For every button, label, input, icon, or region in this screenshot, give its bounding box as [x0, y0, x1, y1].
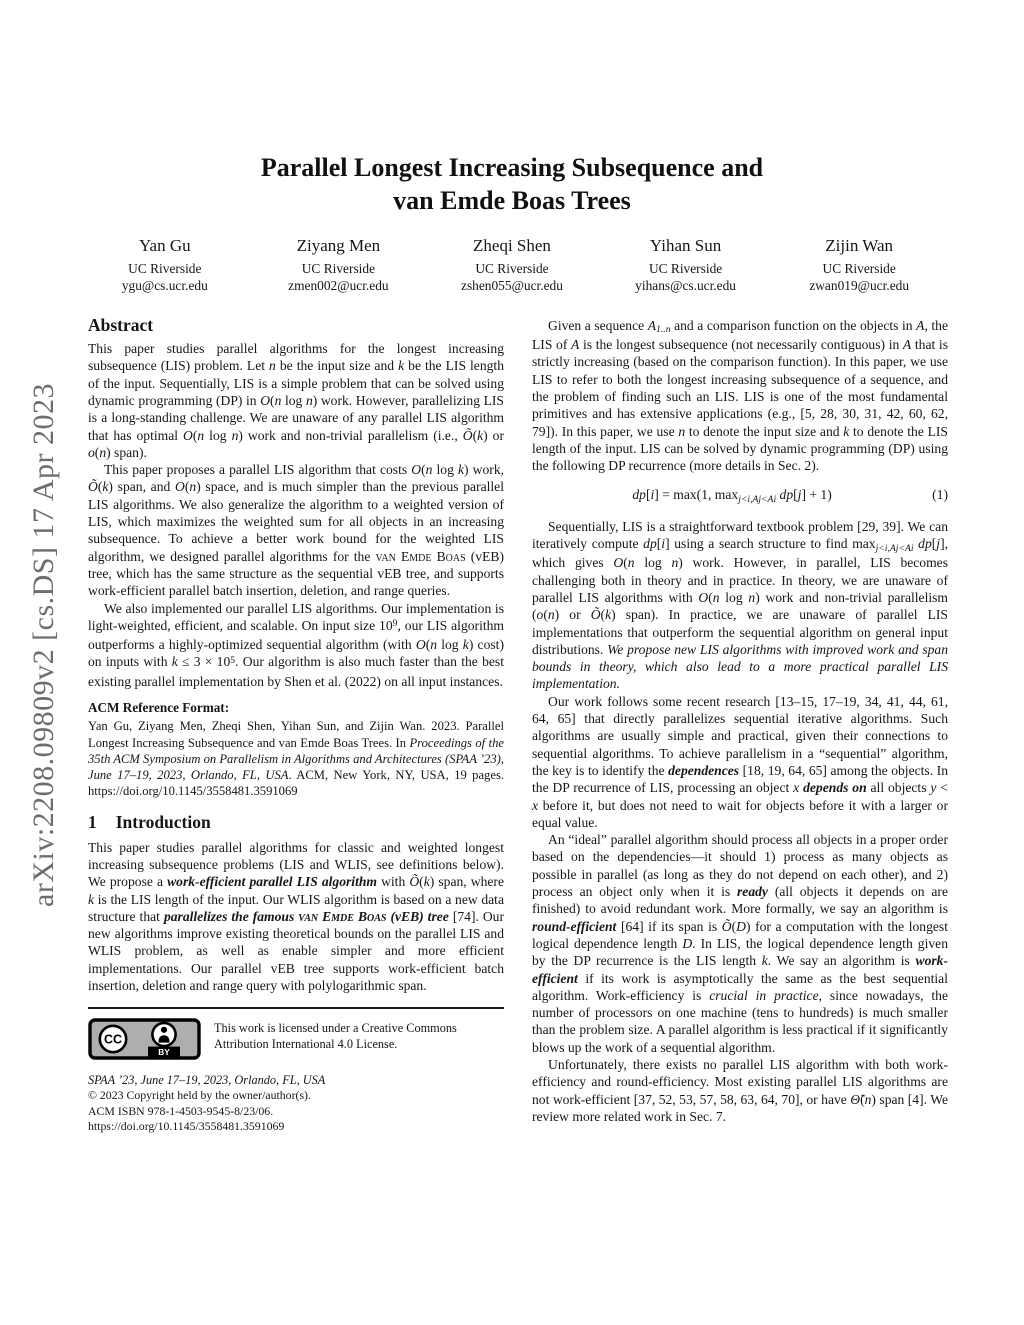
author-email: ygu@cs.ucr.edu	[121, 277, 208, 293]
author-block	[425, 235, 599, 294]
section-heading-introduction	[88, 814, 504, 831]
author-name: Ziyang Men	[296, 235, 381, 255]
doi-link[interactable]: https://doi.org/10.1145/3558481.3591069	[88, 1118, 285, 1133]
first-page-footnote	[88, 1007, 504, 1134]
abstract-heading: Abstract	[88, 314, 154, 335]
section-title: Introduction	[115, 812, 211, 833]
abstract-paragraph-2: This paper proposes a parallel LIS algorithm that costs O(n log k) work, Õ(k) span, and O(n) space, and is much simpler than the previous parallel LIS algorithms. We also generalize the algorithm to a weighted version of LIS, which maximizes the weighted sum for all objects in an increasing subsequence. To achieve a better work bound for the weighted LIS algorithm, we designed parallel algorithms for the van Emde Boas (vEB) tree, which has the same structure as the sequential vEB tree, and supports work-efficient parallel batch insertion, deletion, and range queries.	[88, 462, 505, 599]
author-block	[252, 235, 426, 294]
svg-text:BY: BY	[158, 1047, 170, 1058]
section-number: 1	[88, 812, 97, 833]
venue-line: SPAA ’23, June 17–19, 2023, Orlando, FL, USA	[88, 1073, 326, 1088]
arxiv-watermark: arXiv:2208.09809v2 [cs.DS] 17 Apr 2023	[27, 383, 60, 907]
license-text: This work is licensed under a Creative Commons Attribution International 4.0 License.	[214, 1021, 457, 1052]
svg-text:CC: CC	[103, 1032, 123, 1047]
author-affiliation: UC Riverside	[128, 260, 202, 276]
author-block	[78, 235, 252, 294]
body-paragraph-given-sequence: Given a sequence A1..n and a comparison function on the objects in A, the LIS of A is the longest subsequence (not necessarily contiguous) in A that is strictly increasing (based on the comparison function). In this paper, we use LIS to refer to both the longest increasing subsequence of a sequence, and the problem of finding such an LIS. LIS is one of the most fundamental primitives and has extensive applications (e.g., [5, 28, 30, 31, 42, 60, 62, 79]). In this paper, we use n to denote the input size and k to denote the LIS length of the input. LIS can be solved by dynamic programming (DP) using the following DP recurrence (more details in Sec. 2).	[532, 317, 949, 474]
paper-title-line1: Parallel Longest Increasing Subsequence and	[260, 153, 764, 183]
author-affiliation: UC Riverside	[475, 260, 549, 276]
footnote-rule	[88, 1007, 504, 1009]
author-email: zwan019@ucr.edu	[809, 277, 910, 293]
author-affiliation: UC Riverside	[822, 260, 896, 276]
body-paragraph-our-work: Our work follows some recent research [13–15, 17–19, 34, 41, 44, 61, 64, 65] that directly parallelizes sequential iterative algorithms. Such algorithms are usually simple and practical, given their connections to sequential algorithms. To achieve parallelism in a “sequential” algorithm, the key is to identify the dependences [18, 19, 64, 65] among the objects. In the DP recurrence of LIS, processing an object x depends on all objects y < x before it, but does not need to wait for objects before it with a larger or equal value.	[532, 693, 948, 830]
acm-reference-text: Yan Gu, Ziyang Men, Zheqi Shen, Yihan Sun, and Zijin Wan. 2023. Parallel Longest Increasing Subsequence and van Emde Boas Trees. In Proceedings of the 35th ACM Symposium on Parallelism in Algorithms and Architectures (SPAA ’23), June 17–19, 2023, Orlando, FL, USA. ACM, New York, NY, USA, 19 pages. https://doi.org/10.1145/3558481.3591069	[88, 719, 504, 799]
two-column-body	[0, 314, 1024, 1134]
cc-by-badge[interactable]	[88, 1018, 201, 1060]
dp-recurrence-equation	[532, 486, 948, 505]
abstract-paragraph-3: We also implemented our parallel LIS algorithms. Our implementation is light-weighted, efficient, and scalable. On input size $10^9$, our LIS algorithm outperforms a highly-optimized sequential algorithm (with O(n log k) cost) on inputs with $k \le 3 \times 10^5$. Our algorithm is also much faster than the best existing parallel implementation by Shen et al. (2022) on all input instances.	[88, 600, 504, 689]
author-email: yihans@cs.ucr.edu	[635, 277, 736, 293]
author-block	[599, 235, 773, 294]
author-name: Yan Gu	[138, 235, 191, 255]
author-row	[0, 235, 1024, 294]
paper-header	[0, 0, 1024, 294]
equation-body: dp[i] = max(1, maxj<i,Aj<Ai dp[j] + 1)	[632, 487, 832, 506]
author-name: Zheqi Shen	[473, 235, 551, 255]
author-affiliation: UC Riverside	[301, 260, 376, 276]
author-name: Zijin Wan	[825, 235, 894, 255]
author-affiliation: UC Riverside	[648, 260, 723, 276]
isbn-line: ACM ISBN 978-1-4503-9545-8/23/06.	[88, 1103, 274, 1118]
body-paragraph-ideal-parallel: An “ideal” parallel algorithm should process all objects in a proper order based on the dependencies—it should 1) process as many objects as possible in parallel (as long as they do not depend on each other), and 2) process an object only when it is ready (all objects it depends on are finished) to avoid redundant work. More formally, we say an algorithm is round-efficient [64] if its span is Õ(D) for a computation with the longest logical dependence length D. In LIS, the logical dependence length given by the DP recurrence is the LIS length k. We say an algorithm is work-efficient if its work is asymptotically the same as the best sequential algorithm. Work-efficiency is crucial in practice, since nowadays, the number of processors on one machine (tens to hundreds) is much smaller than the problem size. A parallel algorithm is less practical if it significantly blows up the work of a sequential algorithm.	[532, 832, 949, 1055]
equation-number: (1)	[932, 487, 948, 503]
author-email: zmen002@ucr.edu	[288, 277, 389, 293]
acm-reference-heading: ACM Reference Format:	[88, 700, 230, 716]
author-block	[772, 235, 946, 294]
paper-title	[0, 151, 1024, 217]
license-row	[88, 1018, 504, 1060]
author-email: zshen055@ucr.edu	[461, 277, 563, 293]
cc-icon	[100, 1026, 126, 1052]
paper-title-line2: van Emde Boas Trees	[393, 186, 631, 216]
abstract-paragraph-1: This paper studies parallel algorithms for the longest increasing subsequence (LIS) problem. Let n be the input size and k be the LIS length of the input. Sequentially, LIS is a simple problem that can be solved using dynamic programming (DP) in O(n log n) work. However, parallelizing LIS is a long-standing challenge. We are unaware of any parallel LIS algorithm that has optimal O(n log n) work and non-trivial parallelism (i.e., Õ(k) or o(n) span).	[88, 341, 505, 460]
author-name: Yihan Sun	[649, 235, 722, 255]
copyright-line: © 2023 Copyright held by the owner/author(s).	[88, 1088, 311, 1103]
left-column	[88, 314, 505, 1134]
body-paragraph-sequentially: Sequentially, LIS is a straightforward textbook problem [29, 39]. We can iteratively compute dp[i] using a search structure to find maxj<i,Aj<Ai dp[j], which gives O(n log n) work. However, in parallel, LIS becomes challenging both in theory and in practice. In theory, we are unaware of parallel LIS algorithms with O(n log n) work and non-trivial parallelism (o(n) or Õ(k) span). In practice, we are unaware of parallel LIS implementations that outperform the sequential algorithm on general input distributions. We propose new LIS algorithms with improved work and span bounds in theory, which also lead to a more practical parallel LIS implementation.	[532, 518, 949, 692]
right-column	[532, 317, 948, 1134]
body-paragraph-unfortunately: Unfortunately, there exists no parallel LIS algorithm with both work-efficiency and round-efficiency. Most existing parallel LIS algorithms are not work-efficient [37, 52, 53, 57, 58, 63, 64, 70], or have Θ̃(n) span [4]. We review more related work in Sec. 7.	[532, 1056, 948, 1124]
introduction-paragraph-1: This paper studies parallel algorithms for classic and weighted longest increasing subsequence problems (LIS and WLIS, see definitions below). We propose a work-efficient parallel LIS algorithm with Õ(k) span, where k is the LIS length of the input. Our WLIS algorithm is based on a new data structure that parallelizes the famous van Emde Boas (vEB) tree [74]. Our new algorithms improve existing theoretical bounds on the parallel LIS and WLIS problem, as well as enable simpler and more efficient implementations. Our parallel vEB tree supports work-efficient batch insertion, deletion and range query with polylogarithmic span.	[88, 839, 505, 994]
